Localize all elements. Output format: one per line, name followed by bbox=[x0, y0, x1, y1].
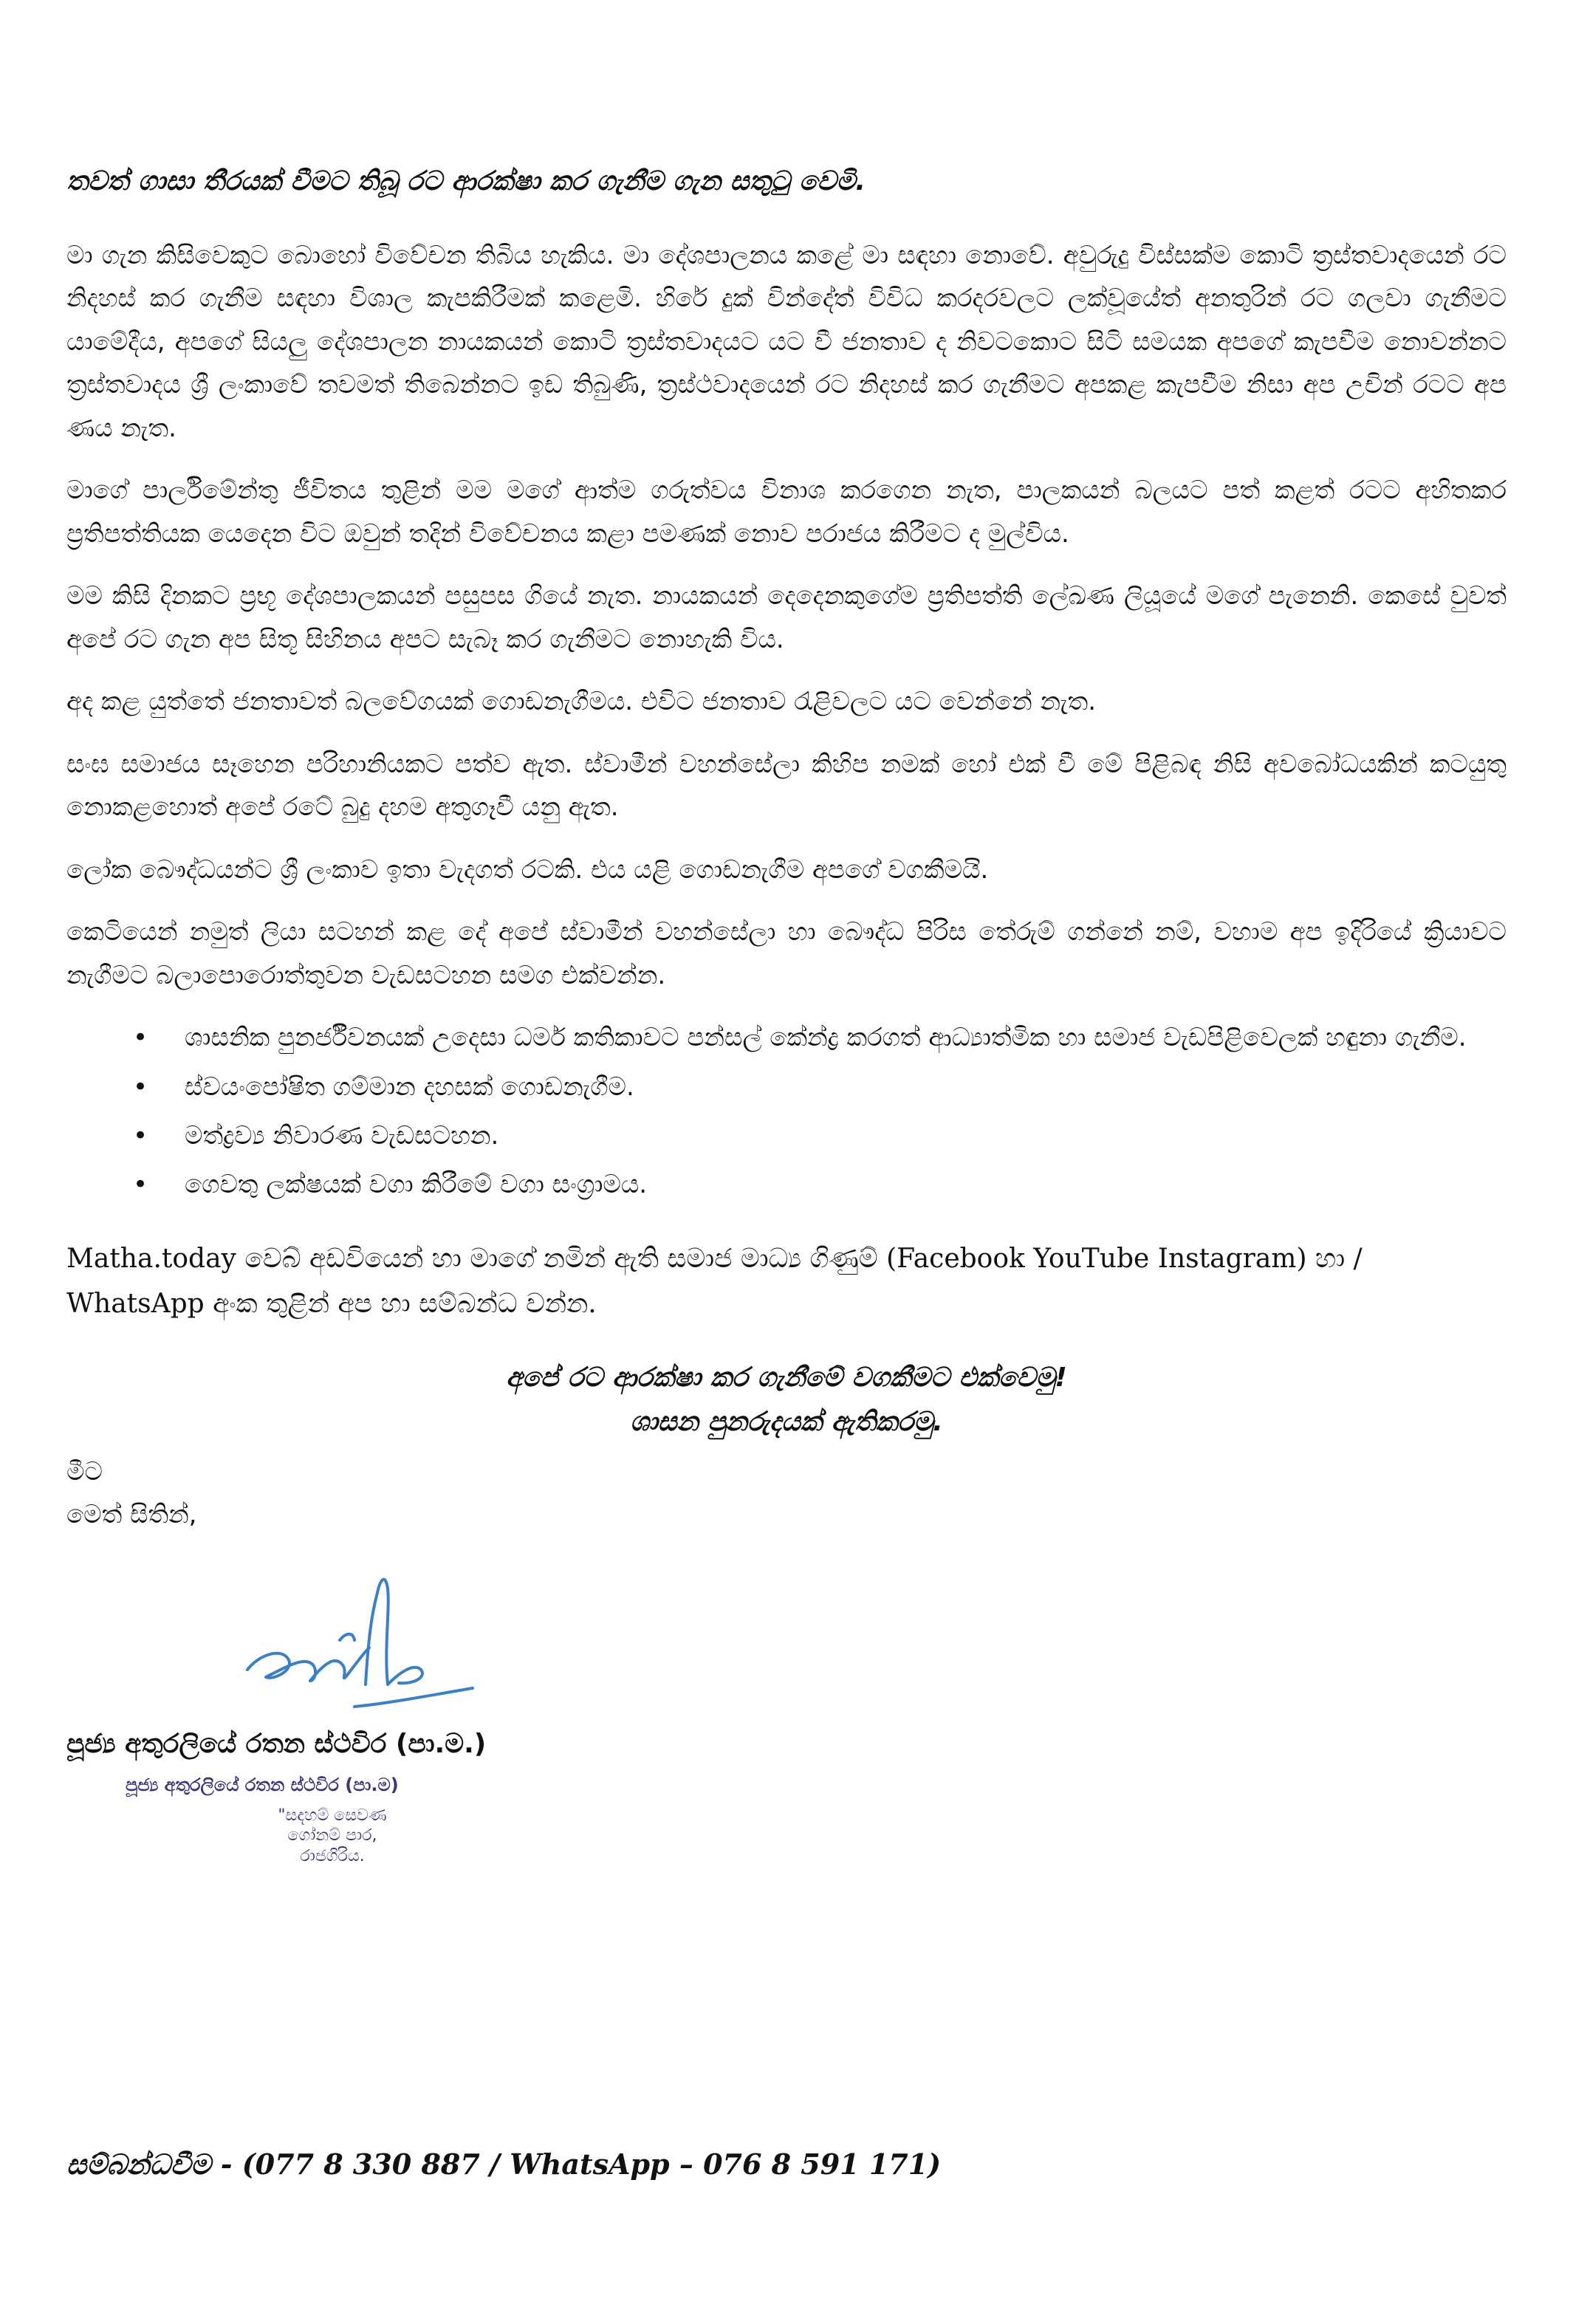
paragraph-3: මම කිසි දිනකට ප්‍රභූ දේශපාලකයන් පසුපස ගියේ නැත. නායකයන් දෙදෙනකුගේම ප්‍රතිපත්ති ලේඛණ ලියූයේ මගේ පැනෙනි. කෙසේ වුවත් අපේ රට ගැන අප සිතූ සිහිනය අපට සැබෑ කර ගැනීමට නොහැකි විය. bbox=[66, 581, 1507, 654]
paragraph-4: අද කළ යුත්තේ ජනතාවත් බලවේගයක් ගොඩනැගීමය. එවිට ජනතාව රැළිවලට යට වෙන්නේ නැත. bbox=[66, 687, 1097, 717]
handwritten-signature bbox=[177, 1537, 487, 1729]
closing-line-1: මීට bbox=[66, 1457, 103, 1487]
stamp-line-3: ගෝනම් පාර, bbox=[287, 1826, 377, 1845]
paragraph-2: මාගේ පාර්ලිමේන්තු ජීවිතය තුළින් මම මගේ ආත්ම ගරුත්වය විනාශ කරගෙන නැත, පාලකයන් බලයට පත් කළත් රටට අහිතකර ප්‍රතිපත්තියක යෙදෙන විට ඔවුන් තදින් විවේචනය කළා පමණක් නොව පරාජය කිරීමට ද මුල්විය. bbox=[66, 476, 1507, 549]
slogan-line-2: ශාසන පුනරුදයක් ඇතිකරමු. bbox=[630, 1406, 943, 1437]
slogan-line-1: අපේ රට ආරක්ෂා කර ගැනීමේ වගකීමට එක්වෙමු! bbox=[506, 1362, 1067, 1394]
list-item-text: මත්ද්‍රව්‍ය නිවාරණ වැඩසටහන. bbox=[185, 1120, 499, 1151]
bullet-icon: • bbox=[133, 1072, 148, 1102]
list-item bbox=[133, 1066, 1507, 1108]
list-item bbox=[133, 1163, 1507, 1206]
paragraph-5: සංඝ සමාජය සෑහෙන පරිහානියකට පත්ව ඇත. ස්වාමීන් වහන්සේලා කිහිප නමක් හෝ එක් වී මේ පිළිබඳ නිසි අවබෝධයකින් කටයුතු නොකළහොත් අපේ රටේ බුදු දහම අතුගෑවී යනු ඇත. bbox=[66, 749, 1507, 823]
letter-page bbox=[66, 166, 1507, 1885]
stamp-address bbox=[244, 1806, 421, 1867]
stamp-line-4: රාජගිරිය. bbox=[300, 1846, 365, 1865]
signer-name: පූජ්‍ය අතුරලියේ රතන ස්ථවිර (පා.ම.) bbox=[66, 1728, 487, 1759]
list-item-text: ශාසනික පුනර්ජීවනයක් උදෙසා ධර්ම කතිකාවට පන්සල් කේන්ද්‍ර කරගත් ආධ්‍යාත්මික හා සමාජ වැඩපිළිවෙලක් හඳුනා ගැනීම. bbox=[185, 1023, 1467, 1053]
contact-line: සම්බන්ධවීම - (077 8 330 887 / WhatsApp – 076 8 591 171) bbox=[66, 2148, 942, 2181]
web-contact-paragraph: Matha.today වෙබ් අඩවියෙන් හා මාගේ නමින් ඇති සමාජ මාධ්‍ය ගිණුම් (Facebook YouTube Instagram) හා / WhatsApp අංක තුළින් අප හා සම්බන්ධ වන්න. bbox=[66, 1243, 1363, 1320]
program-list bbox=[66, 1016, 1507, 1207]
slogan-block bbox=[66, 1356, 1507, 1444]
bullet-icon: • bbox=[133, 1023, 148, 1053]
paragraph-1: මා ගැන කිසිවෙකුට බොහෝ විවේචන තිබිය හැකිය. මා දේශපාලනය කළේ මා සඳහා නොවේ. අවුරුදු විස්සක්ම කොටි ත්‍රස්තවාදයෙන් රට නිදහස් කර ගැනීම සඳහා විශාල කැපකිරීමක් කළෙමි. හිරේ දුක් වින්දේත් විවිධ කරදරවලට ලක්වූයේත් අනතුරින් රට ගලවා ගැනීමට යාමේදීය, අපගේ සියලු දේශපාලන නායකයන් කොටි ත්‍රස්තවාදයට යට වී ජනතාව ද නිවටකොට සිටි සමයක අපගේ කැපවීම නොවන්නට ත්‍රස්තවාදය ශ්‍රී ලංකාවේ තවමත් තිබෙන්නට ඉඩ තිබුණි, ත්‍රස්ථවාදයෙන් රට නිදහස් කර ගැනීමට අපකළ කැපවීම නිසා අප උචින් රටට අප ණය නැත. bbox=[66, 241, 1507, 443]
stamp-line-2: "සදහම් සෙවණ bbox=[278, 1806, 387, 1825]
bullet-icon: • bbox=[133, 1120, 148, 1151]
list-item-text: ස්වයංපෝෂිත ගම්මාන දහසක් ගොඩනැගීම. bbox=[185, 1072, 634, 1102]
list-item bbox=[133, 1016, 1507, 1059]
letter-heading: තවත් ගාසා තීරයක් වීමට තිබූ රට ආරක්ෂා කර ගැනීම ගැන සතුටු වෙමි. bbox=[66, 166, 866, 196]
signature-area bbox=[66, 1537, 1507, 1729]
paragraph-7: කෙටියෙන් නමුත් ලියා සටහන් කළ දේ අපේ ස්වාමීන් වහන්සේලා හා බෞද්ධ පිරිස තේරුම් ගන්නේ නම්, වහාම අප ඉදිරියේ ක්‍රියාවට නැගීමට බලාපොරොත්තුවන වැඩසටහන සමග එක්වන්න. bbox=[66, 917, 1507, 990]
list-item-text: ගෙවතු ලක්ෂයක් වගා කිරීමේ වගා සංග්‍රාමය. bbox=[185, 1170, 648, 1200]
official-stamp bbox=[126, 1775, 598, 1885]
closing-line-2: මෙත් සිතින්, bbox=[66, 1499, 197, 1529]
paragraph-6: ලෝක බෞද්ධයන්ට ශ්‍රී ලංකාව ඉතා වැදගත් රටකි. එය යළි ගොඩනැගීම අපගේ වගකීමයි. bbox=[66, 854, 989, 885]
list-item bbox=[133, 1114, 1507, 1157]
bullet-icon: • bbox=[133, 1170, 148, 1200]
stamp-title: පූජ්‍ය අතුරලියේ රතන ස්ථවිර (පා.ම) bbox=[126, 1774, 399, 1795]
